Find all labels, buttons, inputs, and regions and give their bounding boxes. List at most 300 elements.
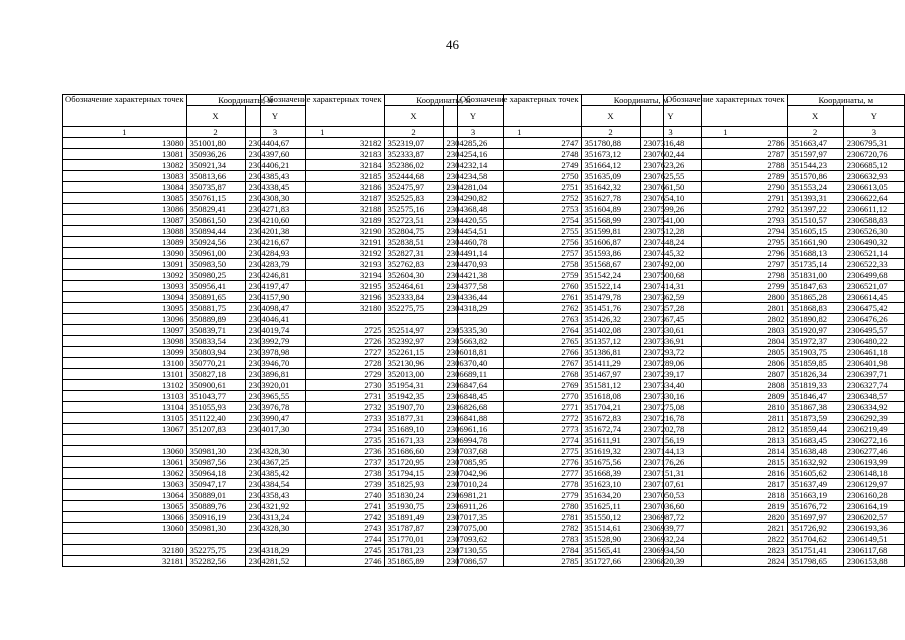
- table-row: [664, 226, 905, 237]
- point-number: 2768: [458, 369, 582, 380]
- coord-y: 2306613,05: [843, 182, 904, 193]
- coord-y: 2304098,47: [245, 303, 305, 314]
- header-point-name: Обозначение характерных точек: [664, 95, 788, 127]
- point-number: 2765: [458, 336, 582, 347]
- coord-x: 352827,31: [384, 248, 443, 259]
- point-number: 2738: [261, 468, 385, 479]
- coord-y: 2307512,28: [640, 226, 701, 237]
- coord-x: 350916,19: [186, 512, 245, 523]
- point-number: 2756: [458, 237, 582, 248]
- coord-x: 350961,00: [186, 248, 245, 259]
- coord-y: 2304281,52: [245, 556, 305, 567]
- point-number: 2757: [458, 248, 582, 259]
- point-number: 2736: [261, 446, 385, 457]
- table-row: [664, 424, 905, 435]
- coord-x: 351627,78: [581, 193, 640, 204]
- point-number: 2782: [458, 523, 582, 534]
- coord-x: 351565,41: [581, 545, 640, 556]
- coord-x: 351043,77: [186, 391, 245, 402]
- coord-x: 351593,86: [581, 248, 640, 259]
- coord-x: 351907,70: [384, 402, 443, 413]
- coord-y: 2306277,46: [843, 446, 904, 457]
- coord-y: 2307130,55: [443, 545, 503, 556]
- point-number: 2784: [458, 545, 582, 556]
- point-number: 13084: [63, 182, 187, 193]
- point-number: 13083: [63, 171, 187, 182]
- coord-x: 350833,54: [186, 336, 245, 347]
- point-number: 2791: [664, 193, 788, 204]
- coord-y: 2306160,28: [843, 490, 904, 501]
- table-row: [664, 215, 905, 226]
- coord-y: 2306689,11: [443, 369, 503, 380]
- point-number: 2823: [664, 545, 788, 556]
- table-row: [664, 303, 905, 314]
- header-coordinates: Координаты, м: [186, 95, 305, 106]
- point-number: 32184: [261, 160, 385, 171]
- coord-x: 351890,82: [787, 314, 843, 325]
- coord-x: 351207,83: [186, 424, 245, 435]
- point-number: 13088: [63, 226, 187, 237]
- coord-y: 2303992,79: [245, 336, 305, 347]
- coord-x: 351664,12: [581, 160, 640, 171]
- coord-y: 2306401,98: [843, 358, 904, 369]
- point-number: 2766: [458, 347, 582, 358]
- table-row: [664, 369, 905, 380]
- point-number: 2818: [664, 490, 788, 501]
- point-number: 2780: [458, 501, 582, 512]
- point-number: [63, 435, 187, 446]
- point-number: 2763: [458, 314, 582, 325]
- point-number: 2729: [261, 369, 385, 380]
- table-row: [664, 270, 905, 281]
- coord-x: 351676,72: [787, 501, 843, 512]
- point-number: 2730: [261, 380, 385, 391]
- coord-x: 351611,91: [581, 435, 640, 446]
- point-number: 2798: [664, 270, 788, 281]
- coord-x: 351544,23: [787, 160, 843, 171]
- coord-x: 351830,24: [384, 490, 443, 501]
- point-number: 2800: [664, 292, 788, 303]
- point-number: 2750: [458, 171, 582, 182]
- header-coordinates: Координаты, м: [581, 95, 701, 106]
- coord-x: 351819,33: [787, 380, 843, 391]
- point-number: 2774: [458, 435, 582, 446]
- coord-x: 351510,57: [787, 215, 843, 226]
- coord-x: 350964,18: [186, 468, 245, 479]
- coord-y: 2306499,68: [843, 270, 904, 281]
- coord-y: 2307085,95: [443, 457, 503, 468]
- header-x: X: [787, 106, 843, 127]
- point-number: 2794: [664, 226, 788, 237]
- point-number: 13090: [63, 248, 187, 259]
- point-number: 2795: [664, 237, 788, 248]
- point-number: 13085: [63, 193, 187, 204]
- point-number: 2728: [261, 358, 385, 369]
- coord-x: 350889,89: [186, 314, 245, 325]
- point-number: 2824: [664, 556, 788, 567]
- point-number: 2787: [664, 149, 788, 160]
- coord-y: 2306961,16: [443, 424, 503, 435]
- coord-y: 2304491,14: [443, 248, 503, 259]
- coord-y: 2306848,45: [443, 391, 503, 402]
- coord-x: 352392,97: [384, 336, 443, 347]
- point-number: 13060: [63, 523, 187, 534]
- point-number: 13080: [63, 138, 187, 149]
- coord-y: 2304368,48: [443, 204, 503, 215]
- coord-y: 2307093,62: [443, 534, 503, 545]
- coord-y: 2307042,96: [443, 468, 503, 479]
- coord-x: 351859,44: [787, 424, 843, 435]
- coord-x: 351735,14: [787, 259, 843, 270]
- table-row: [664, 457, 905, 468]
- coord-x: 352130,96: [384, 358, 443, 369]
- point-number: 2747: [458, 138, 582, 149]
- coord-y: 2304318,29: [245, 545, 305, 556]
- coord-x: 351661,90: [787, 237, 843, 248]
- coord-y: 2306720,76: [843, 149, 904, 160]
- point-number: 2806: [664, 358, 788, 369]
- header-coordinates: Координаты, м: [787, 95, 904, 106]
- coord-y: 2306522,33: [843, 259, 904, 270]
- point-number: 2820: [664, 512, 788, 523]
- coord-y: 2306826,68: [443, 402, 503, 413]
- table-row: [664, 490, 905, 501]
- point-number: 2749: [458, 160, 582, 171]
- coord-x: 351001,80: [186, 138, 245, 149]
- coord-x: 352386,02: [384, 160, 443, 171]
- header-point-name: Обозначение характерных точек: [261, 95, 385, 127]
- coord-x: [384, 314, 443, 325]
- coord-x: 350889,01: [186, 490, 245, 501]
- point-number: 2761: [458, 292, 582, 303]
- coord-y: 2306327,74: [843, 380, 904, 391]
- coord-y: 2304290,82: [443, 193, 503, 204]
- point-number: 2779: [458, 490, 582, 501]
- point-number: 13102: [63, 380, 187, 391]
- coord-y: 2306795,31: [843, 138, 904, 149]
- coord-y: 2307107,61: [640, 479, 701, 490]
- coord-y: 2307330,61: [640, 325, 701, 336]
- header-y: Y: [640, 106, 701, 127]
- coord-x: 351798,65: [787, 556, 843, 567]
- coord-y: 2304385,43: [245, 171, 305, 182]
- coord-x: 351903,75: [787, 347, 843, 358]
- point-number: 2805: [664, 347, 788, 358]
- point-number: 2793: [664, 215, 788, 226]
- coord-y: 2307036,60: [640, 501, 701, 512]
- point-number: 13086: [63, 204, 187, 215]
- coord-y: 2304454,51: [443, 226, 503, 237]
- coord-x: 351411,29: [581, 358, 640, 369]
- coord-y: 2304338,45: [245, 182, 305, 193]
- coord-y: 2307050,53: [640, 490, 701, 501]
- coord-y: 2307293,72: [640, 347, 701, 358]
- coord-y: 2306495,57: [843, 325, 904, 336]
- coord-y: 2303990,47: [245, 413, 305, 424]
- coord-y: 2304420,55: [443, 215, 503, 226]
- coord-x: 350761,15: [186, 193, 245, 204]
- coord-x: 350839,71: [186, 325, 245, 336]
- coord-y: 2304046,41: [245, 314, 305, 325]
- coord-x: 352282,56: [186, 556, 245, 567]
- coord-x: 351720,95: [384, 457, 443, 468]
- coord-x: 351668,39: [581, 468, 640, 479]
- coord-y: 2307362,59: [640, 292, 701, 303]
- point-number: 32180: [63, 545, 187, 556]
- point-number: 13096: [63, 314, 187, 325]
- point-number: 32185: [261, 171, 385, 182]
- coord-y: 2306292,39: [843, 413, 904, 424]
- coord-y: 2306475,42: [843, 303, 904, 314]
- point-number: 2776: [458, 457, 582, 468]
- coord-y: 2304367,25: [245, 457, 305, 468]
- coord-x: 352525,83: [384, 193, 443, 204]
- coord-x: 351891,49: [384, 512, 443, 523]
- point-number: 2821: [664, 523, 788, 534]
- point-number: 2804: [664, 336, 788, 347]
- point-number: 2752: [458, 193, 582, 204]
- table-row: [664, 380, 905, 391]
- point-number: 2754: [458, 215, 582, 226]
- point-number: 2802: [664, 314, 788, 325]
- table-row: [664, 171, 905, 182]
- coord-y: 2306480,22: [843, 336, 904, 347]
- coord-y: 2304421,38: [443, 270, 503, 281]
- point-number: 13095: [63, 303, 187, 314]
- header-col-number: 1: [63, 127, 187, 138]
- coord-x: 351794,15: [384, 468, 443, 479]
- table-row: [664, 402, 905, 413]
- point-number: 2733: [261, 413, 385, 424]
- coord-y: 2306129,97: [843, 479, 904, 490]
- coord-x: 351514,61: [581, 523, 640, 534]
- coord-y: 2304406,21: [245, 160, 305, 171]
- coord-y: 2304019,74: [245, 325, 305, 336]
- coord-x: 351619,32: [581, 446, 640, 457]
- point-number: 2769: [458, 380, 582, 391]
- coord-x: 351386,81: [581, 347, 640, 358]
- coord-x: 351751,41: [787, 545, 843, 556]
- point-number: 13091: [63, 259, 187, 270]
- point-number: 2809: [664, 391, 788, 402]
- coord-y: 2304460,78: [443, 237, 503, 248]
- coord-x: 352319,07: [384, 138, 443, 149]
- coord-x: 351831,00: [787, 270, 843, 281]
- header-y: Y: [245, 106, 305, 127]
- coord-y: 2304318,29: [443, 303, 503, 314]
- coord-y: 2304232,14: [443, 160, 503, 171]
- point-number: 2739: [261, 479, 385, 490]
- point-number: 2771: [458, 402, 582, 413]
- coord-x: 351451,76: [581, 303, 640, 314]
- coord-x: 352575,16: [384, 204, 443, 215]
- coord-y: 2306193,99: [843, 457, 904, 468]
- table-row: [664, 468, 905, 479]
- point-number: 32186: [261, 182, 385, 193]
- coord-x: 351479,78: [581, 292, 640, 303]
- coord-x: 350936,26: [186, 149, 245, 160]
- coord-x: 351642,32: [581, 182, 640, 193]
- coord-y: 2304328,30: [245, 523, 305, 534]
- coord-y: 2304281,04: [443, 182, 503, 193]
- point-number: 13104: [63, 402, 187, 413]
- header-col-number: 3: [245, 127, 305, 138]
- coord-x: 351550,12: [581, 512, 640, 523]
- header-y: Y: [443, 106, 503, 127]
- coord-y: 2306911,26: [443, 501, 503, 512]
- header-x: X: [186, 106, 245, 127]
- point-number: 13063: [63, 479, 187, 490]
- coord-y: 2306149,51: [843, 534, 904, 545]
- coord-x: 352838,51: [384, 237, 443, 248]
- point-number: 2758: [458, 259, 582, 270]
- coord-x: 350894,44: [186, 226, 245, 237]
- point-number: 2822: [664, 534, 788, 545]
- coord-x: 351426,32: [581, 314, 640, 325]
- point-number: 13093: [63, 281, 187, 292]
- point-number: 2762: [458, 303, 582, 314]
- coord-x: 351604,89: [581, 204, 640, 215]
- coord-y: 2304328,30: [245, 446, 305, 457]
- coord-y: 2307010,24: [443, 479, 503, 490]
- coord-x: 351635,09: [581, 171, 640, 182]
- coord-y: 2306614,45: [843, 292, 904, 303]
- coord-x: 351688,13: [787, 248, 843, 259]
- coord-x: 351689,10: [384, 424, 443, 435]
- coord-y: 2304336,44: [443, 292, 503, 303]
- coord-x: 351704,21: [581, 402, 640, 413]
- coord-y: 2307239,17: [640, 369, 701, 380]
- coord-x: 351826,34: [787, 369, 843, 380]
- coord-y: 2304358,43: [245, 490, 305, 501]
- point-number: 13065: [63, 501, 187, 512]
- point-number: 2755: [458, 226, 582, 237]
- header-col-number: 3: [443, 127, 503, 138]
- coord-x: 351397,22: [787, 204, 843, 215]
- point-number: 32188: [261, 204, 385, 215]
- point-number: 32182: [261, 138, 385, 149]
- coord-x: 351467,97: [581, 369, 640, 380]
- coord-y: 2307075,00: [443, 523, 503, 534]
- point-number: 2770: [458, 391, 582, 402]
- point-number: 13101: [63, 369, 187, 380]
- coord-x: 350735,87: [186, 182, 245, 193]
- point-number: 2751: [458, 182, 582, 193]
- coord-y: 2304321,92: [245, 501, 305, 512]
- point-number: 2797: [664, 259, 788, 270]
- coord-y: 2307414,31: [640, 281, 701, 292]
- coord-x: 350889,76: [186, 501, 245, 512]
- coord-x: 350947,17: [186, 479, 245, 490]
- coord-y: 2304197,47: [245, 281, 305, 292]
- coord-y: 2307445,32: [640, 248, 701, 259]
- point-number: 2788: [664, 160, 788, 171]
- coord-y: 2306476,26: [843, 314, 904, 325]
- coord-y: 2307017,35: [443, 512, 503, 523]
- table-row: [664, 446, 905, 457]
- coord-y: 2307336,91: [640, 336, 701, 347]
- coord-y: 2307541,00: [640, 215, 701, 226]
- point-number: 2808: [664, 380, 788, 391]
- coord-y: 2306490,32: [843, 237, 904, 248]
- point-number: 32194: [261, 270, 385, 281]
- coord-x: 350956,41: [186, 281, 245, 292]
- coord-x: 351055,93: [186, 402, 245, 413]
- coord-y: 2307156,19: [640, 435, 701, 446]
- point-number: 13064: [63, 490, 187, 501]
- header-col-number: 3: [640, 127, 701, 138]
- table-row: [664, 325, 905, 336]
- coord-y: 2304385,42: [245, 468, 305, 479]
- point-number: 13060: [63, 446, 187, 457]
- point-number: 13062: [63, 468, 187, 479]
- table-row: [664, 281, 905, 292]
- coord-x: 351726,92: [787, 523, 843, 534]
- coord-y: 2306685,12: [843, 160, 904, 171]
- coord-y: 2306370,40: [443, 358, 503, 369]
- table-row: [664, 556, 905, 567]
- coord-x: 350827,18: [186, 369, 245, 380]
- coord-y: 2305663,82: [443, 336, 503, 347]
- coord-x: 352604,30: [384, 270, 443, 281]
- coord-y: 2307661,50: [640, 182, 701, 193]
- coord-y: 2306632,93: [843, 171, 904, 182]
- coord-x: 352275,75: [186, 545, 245, 556]
- coord-x: 351673,12: [581, 149, 640, 160]
- coord-y: 2304246,81: [245, 270, 305, 281]
- coord-x: 351930,75: [384, 501, 443, 512]
- point-number: 2759: [458, 270, 582, 281]
- point-number: 2741: [261, 501, 385, 512]
- point-number: 13105: [63, 413, 187, 424]
- coord-y: 2307151,31: [640, 468, 701, 479]
- point-number: 2726: [261, 336, 385, 347]
- coord-x: 352275,75: [384, 303, 443, 314]
- coord-y: 2307144,13: [640, 446, 701, 457]
- coord-x: 351393,31: [787, 193, 843, 204]
- coord-x: 350983,50: [186, 259, 245, 270]
- coord-x: 351542,24: [581, 270, 640, 281]
- point-number: 32191: [261, 237, 385, 248]
- coord-y: 2306526,30: [843, 226, 904, 237]
- point-number: 2786: [664, 138, 788, 149]
- point-number: 2734: [261, 424, 385, 435]
- coord-y: 2304216,67: [245, 237, 305, 248]
- header-point-name: Обозначение характерных точек: [63, 95, 187, 127]
- coord-y: 2303920,01: [245, 380, 305, 391]
- coord-x: 352475,97: [384, 182, 443, 193]
- table-row: [664, 237, 905, 248]
- point-number: 32195: [261, 281, 385, 292]
- point-number: 32187: [261, 193, 385, 204]
- coord-y: 2307623,26: [640, 160, 701, 171]
- coord-y: 2306334,92: [843, 402, 904, 413]
- point-number: 13089: [63, 237, 187, 248]
- coord-y: 2303896,81: [245, 369, 305, 380]
- coord-y: 2304470,93: [443, 259, 503, 270]
- coord-y: 2306148,18: [843, 468, 904, 479]
- table-row: [664, 314, 905, 325]
- coord-x: 350921,34: [186, 160, 245, 171]
- point-number: 2789: [664, 171, 788, 182]
- coord-y: 2304313,24: [245, 512, 305, 523]
- coord-x: 351942,35: [384, 391, 443, 402]
- point-number: [261, 314, 385, 325]
- point-number: 2725: [261, 325, 385, 336]
- coord-x: 351528,90: [581, 534, 640, 545]
- point-number: 2744: [261, 534, 385, 545]
- coord-y: 2306820,39: [640, 556, 701, 567]
